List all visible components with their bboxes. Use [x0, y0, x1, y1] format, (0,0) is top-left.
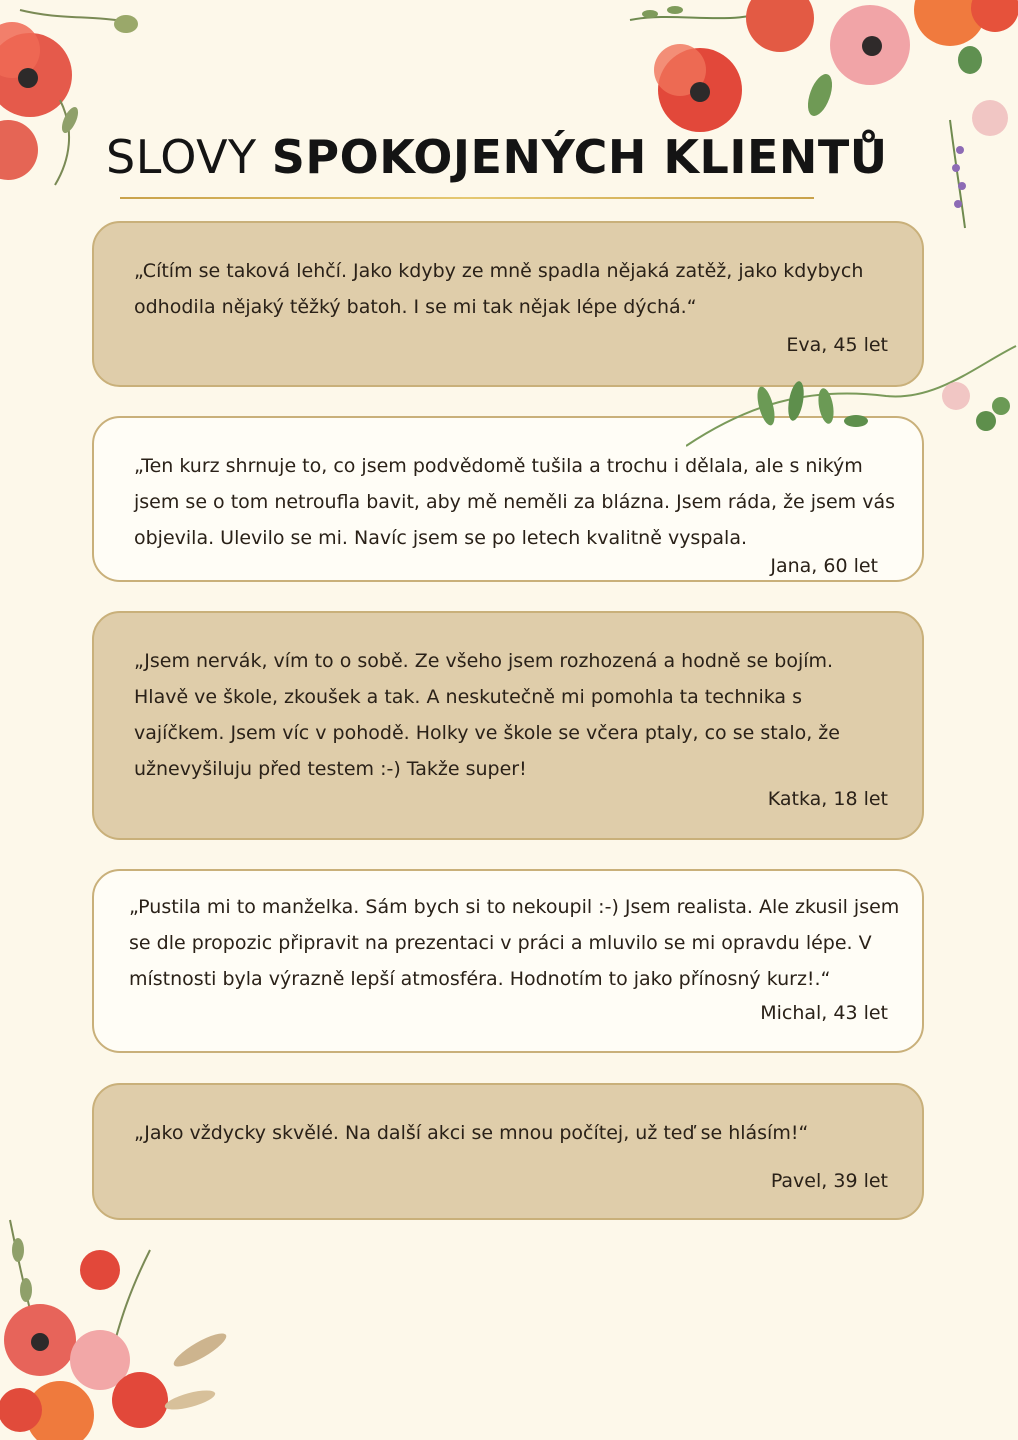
testimonial-quote: „Jako vždycky skvělé. Na další akci se mnou počítej, už teď se hlásím!“ — [134, 1122, 809, 1144]
poppy-flowers-top-right-icon — [620, 0, 1018, 240]
testimonial-quote: „Ten kurz shrnuje to, co jsem podvědomě tušila a trochu i dělala, ale s nikým jsem se o tom netroufla bavit, aby mě neměli za blázna. Jsem ráda, že jsem vás objevila. Ulevilo se mi. Navíc jsem se po letech kvalitně vyspala. — [134, 455, 895, 549]
testimonial-author: Katka, 18 let — [767, 788, 888, 810]
testimonial-quote: „Pustila mi to manželka. Sám bych si to nekoupil :-) Jsem realista. Ale zkusil jsem se dle propozic připravit na prezentaci v práci a mluvilo se mi opravdu lépe. V místnosti byla výrazně lepší atmosféra. Hodnotím to jako přínosný kurz!.“ — [129, 896, 900, 990]
title-underline — [120, 197, 814, 199]
page-title — [106, 132, 888, 183]
vine-leaves-right-icon — [686, 326, 1018, 456]
testimonial-card — [92, 1083, 924, 1220]
testimonial-card — [92, 869, 924, 1053]
testimonial-author: Pavel, 39 let — [770, 1170, 888, 1192]
testimonial-author: Michal, 43 let — [760, 1002, 888, 1024]
testimonial-card — [92, 611, 924, 840]
testimonial-author: Jana, 60 let — [770, 555, 878, 577]
title-light: SLOVY — [106, 130, 257, 184]
testimonial-quote: „Jsem nervák, vím to o sobě. Ze všeho jsem rozhozená a hodně se bojím. Hlavě ve škole, zkoušek a tak. A neskutečně mi pomohla ta technika s vajíčkem. Jsem víc v pohodě. Holky ve škole se včera ptaly, co se stalo, že užnevyšiluju před testem :-) Takže super! — [134, 650, 840, 780]
testimonial-quote: „Cítím se taková lehčí. Jako kdyby ze mně spadla nějaká zatěž, jako kdybych odhodila nějaký těžký batoh. I se mi tak nějak lépe dýchá.“ — [134, 260, 864, 318]
title-bold: SPOKOJENÝCH KLIENTŮ — [271, 130, 888, 184]
testimonial-author: Eva, 45 let — [786, 334, 888, 356]
poppy-flowers-bottom-left-icon — [0, 1210, 240, 1440]
